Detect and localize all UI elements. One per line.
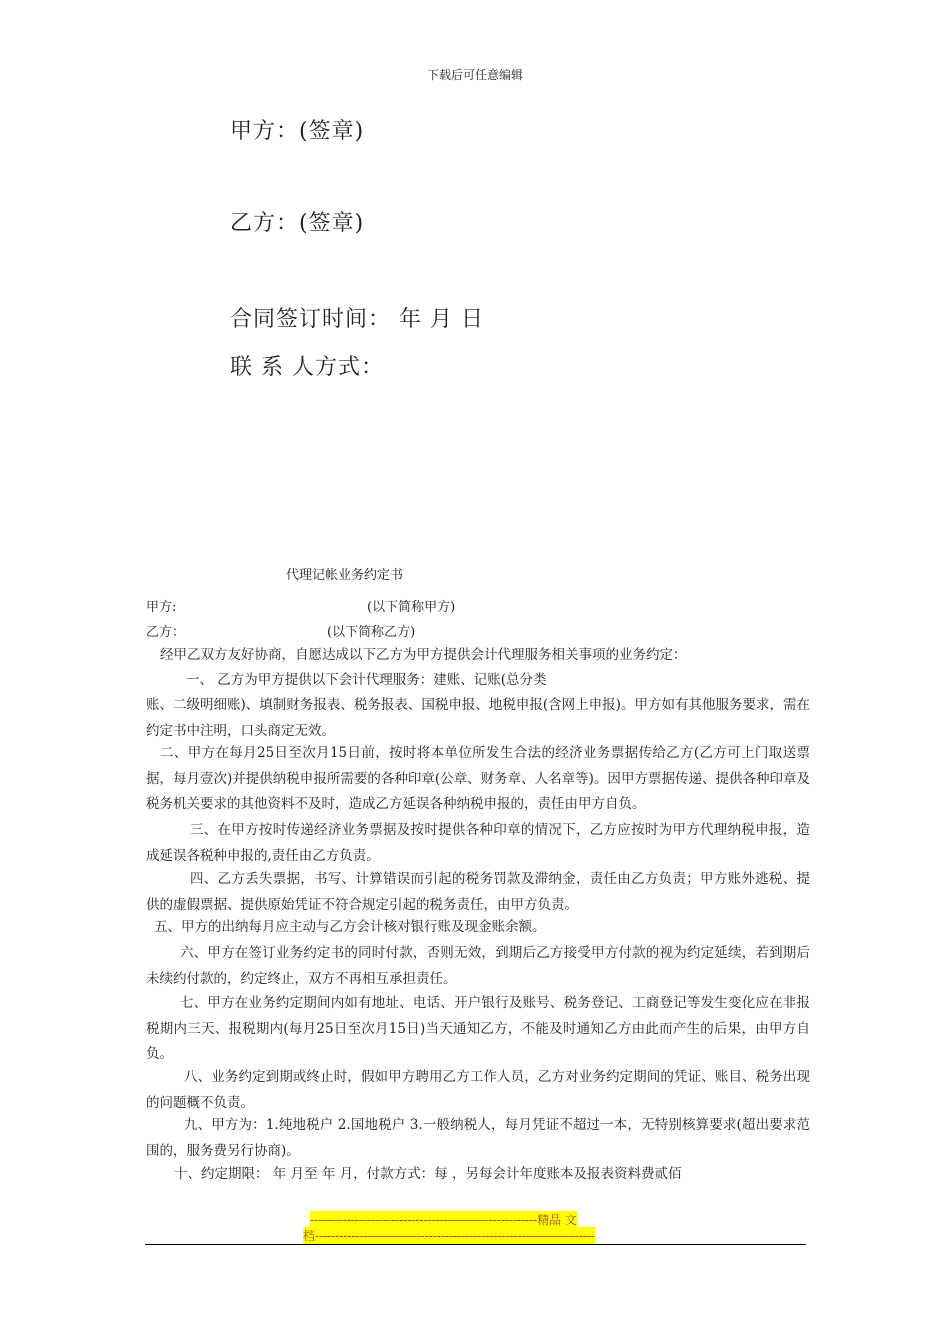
party-a-signature: 甲方：(签章) xyxy=(230,119,365,144)
party-b-hint: (以下简称乙方) xyxy=(327,625,416,640)
paragraph-9: 九、甲方为：1.纯地税户 2.国地税户 3.一般纳税人，每月凭证不超过一本，无特别核算要求(超出要求范围的，服务费另行协商)。 xyxy=(146,1117,810,1159)
header-note: 下载后可任意编辑 xyxy=(426,68,523,82)
party-a-label: 甲方: xyxy=(146,600,177,615)
paragraph-1-cont: 账、二级明细账)、填制财务报表、税务报表、国税申报、地税申报(含网上申报)。甲方如有其他服务要求，需在约定书中注明，口头商定无效。 xyxy=(146,697,810,739)
party-b-label: 乙方： xyxy=(146,625,186,640)
footer-line-2: 档--------------------------------------------------------------------- xyxy=(303,1229,595,1243)
paragraph-10: 十、约定期限： 年 月至 年 月，付款方式：每 ，另每会计年度账本及报表资料费贰佰 xyxy=(174,1166,682,1182)
party-b-signature: 乙方：(签章) xyxy=(230,211,365,236)
paragraph-6: 六、甲方在签订业务约定书的同时付款，否则无效，到期后乙方接受甲方付款的视为约定延续，若到期后未续约付款的，约定终止，双方不再相互承担责任。 xyxy=(146,945,810,987)
bottom-rule xyxy=(145,1244,806,1245)
party-b-line xyxy=(146,621,185,640)
paragraph-2: 二、甲方在每月25日至次月15日前，按时将本单位所发生合法的经济业务票据传给乙方(乙方可上门取送票据，每月壹次)并提供纳税申报所需要的各种印章(公章、财务章、人名章等)。因甲方票据传递、提供各种印章及税务机关要求的其他资料不及时，造成乙方延误各种纳税申报的，责任由甲方自负。 xyxy=(146,745,810,813)
document-title: 代理记帐业务约定书 xyxy=(286,568,404,583)
paragraph-8: 八、业务约定到期或终止时，假如甲方聘用乙方工作人员，乙方对业务约定期间的凭证、账目、税务出现的问题概不负责。 xyxy=(146,1069,810,1111)
contact-method: 联 系 人方式： xyxy=(230,355,384,380)
paragraph-4: 四、乙方丢失票据，书写、计算错误而引起的税务罚款及滞纳金，责任由乙方负责；甲方账外逃税、提供的虚假票据、提供原始凭证不符合规定引起的税务责任，由甲方负责。 xyxy=(146,871,810,913)
party-a-line xyxy=(146,596,176,615)
party-a-hint: (以下简称甲方) xyxy=(367,600,456,615)
paragraph-intro: 经甲乙双方友好协商，自愿达成以下乙方为甲方提供会计代理服务相关事项的业务约定： xyxy=(160,647,687,663)
sign-date: 合同签订时间： 年 月 日 xyxy=(230,307,484,332)
paragraph-7: 七、甲方在业务约定期间内如有地址、电话、开户银行及账号、税务登记、工商登记等发生变化应在非报税期内三天、报税期内(每月25日至次月15日)当天通知乙方，不能及时通知乙方由此而产生的后果，由甲方自负。 xyxy=(146,995,810,1063)
paragraph-5: 五、甲方的出纳每月应主动与乙方会计核对银行账及现金账余额。 xyxy=(154,919,546,935)
footer-line-1: --------------------------------------------------------精品 文 xyxy=(310,1213,577,1227)
paragraph-3: 三、在甲方按时传递经济业务票据及按时提供各种印章的情况下，乙方应按时为甲方代理纳税申报，造成延误各税种申报的,责任由乙方负责。 xyxy=(146,822,810,864)
paragraph-1-start: 一、 乙方为甲方提供以下会计代理服务：建账、记账(总分类 xyxy=(186,672,547,688)
